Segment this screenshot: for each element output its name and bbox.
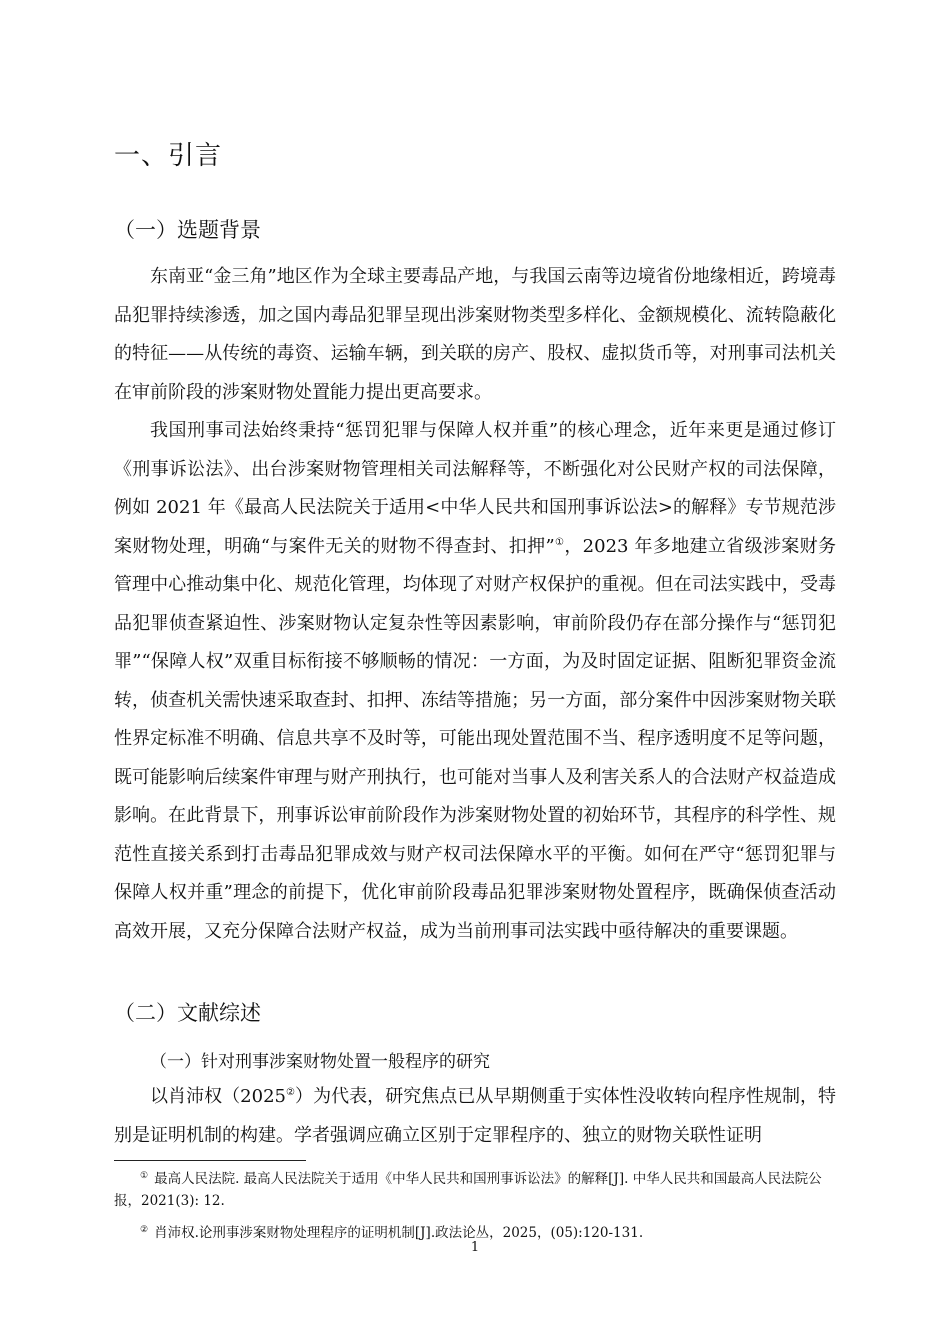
footnote [114, 1168, 836, 1212]
footnote-separator [114, 1160, 306, 1161]
section-review-body [114, 1078, 836, 1155]
subsection-heading: （一）针对刑事涉案财物处置一般程序的研究 [150, 1052, 490, 1072]
section-background-body [114, 258, 836, 951]
section-title-background: （一）选题背景 [114, 218, 261, 242]
footnote-text: 肖沛权.论刑事涉案财物处理程序的证明机制[J].政法论丛，2025，(05):120-131. [154, 1225, 644, 1241]
footnote-text: 最高人民法院. 最高人民法院关于适用《中华人民共和国刑事诉讼法》的解释[J]. 中华人民共和国最高人民法院公报，2021(3): 12. [114, 1171, 822, 1209]
paragraph-text: ）为代表，研究焦点已从早期侧重于实体性没收转向程序性规制，特别是证明机制的构建。学者强调应确立区别于定罪程序的、独立的财物关联性证明 [114, 1086, 837, 1146]
paragraph-text: 我国刑事司法始终秉持“惩罚犯罪与保障人权并重”的核心理念，近年来更是通过修订《刑事诉讼法》、出台涉案财物管理相关司法解释等，不断强化对公民财产权的司法保障，例如 2021 年《最高人民法院关于适用<中华人民共和国刑事诉讼法>的解释》专节规范涉案财物处理，明确“与案件无关的财物不得查封、扣押” [114, 420, 836, 557]
paragraph-text: ，2023 年多地建立省级涉案财务管理中心推动集中化、规范化管理，均体现了对财产权保护的重视。但在司法实践中，受毒品犯罪侦查紧迫性、涉案财物认定复杂性等因素影响，审前阶段仍存在部分操作与“惩罚犯罪”“保障人权”双重目标衔接不够顺畅的情况：一方面，为及时固定证据、阻断犯罪资金流转，侦查机关需快速采取查封、扣押、冻结等措施；另一方面，部分案件中因涉案财物关联性界定标准不明确、信息共享不及时等，可能出现处置范围不当、程序透明度不足等问题，既可能影响后续案件审理与财产刑执行，也可能对当事人及利害关系人的合法财产权益造成影响。在此背景下，刑事诉讼审前阶段作为涉案财物处置的初始环节，其程序的科学性、规范性直接关系到打击毒品犯罪成效与财产权司法保障水平的平衡。如何在严守“惩罚犯罪与保障人权并重”理念的前提下，优化审前阶段毒品犯罪涉案财物处置程序，既确保侦查活动高效开展，又充分保障合法财产权益，成为当前刑事司法实践中亟待解决的重要课题。 [114, 535, 836, 942]
paragraph [114, 412, 836, 951]
chapter-heading: 一、引言 [114, 141, 223, 171]
footnote-reference[interactable]: ① [554, 536, 565, 548]
footnote-marker: ① [140, 1170, 149, 1181]
page-number: 1 [470, 1240, 480, 1255]
paragraph [114, 1078, 836, 1155]
section-title-literature-review: （二）文献综述 [114, 1001, 261, 1025]
paragraph-text: 以肖沛权（2025 [150, 1086, 286, 1107]
footnote-marker: ② [140, 1224, 149, 1235]
footnote-reference[interactable]: ② [285, 1087, 296, 1098]
paragraph: 东南亚“金三角”地区作为全球主要毒品产地，与我国云南等边境省份地缘相近，跨境毒品犯罪持续渗透，加之国内毒品犯罪呈现出涉案财物类型多样化、金额规模化、流转隐蔽化的特征——从传统的毒资、运输车辆，到关联的房产、股权、虚拟货币等，对刑事司法机关在审前阶段的涉案财物处置能力提出更高要求。 [114, 266, 836, 403]
